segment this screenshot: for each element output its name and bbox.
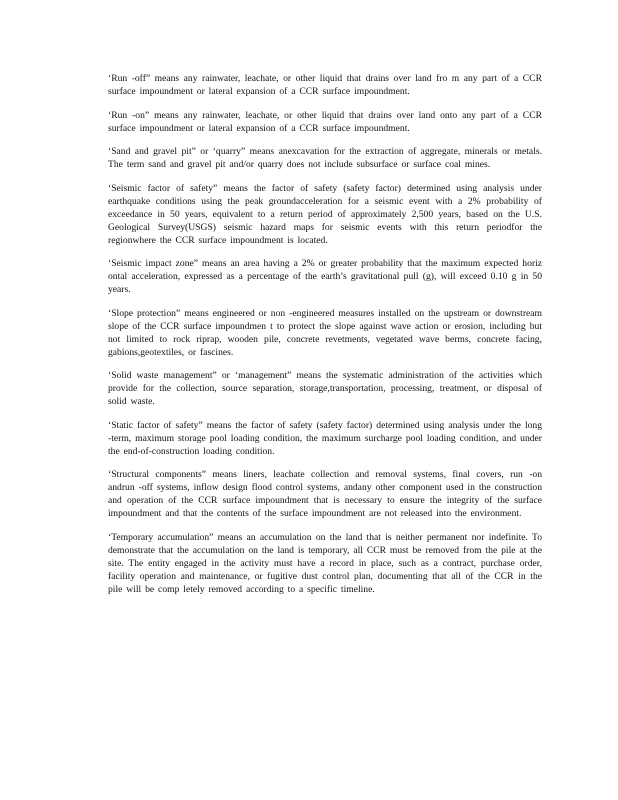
definition-structural-components: ‘Structural components” means liners, leachate collection and removal systems, final covers, run -on andrun -off systems, inflow design flood control systems, andany other component used in the construction and operation of the CCR surface impoundment that is necessary to ensure the integrity of the surface impoundment and that the contents of the surface impoundment are not released into the environment. (108, 469, 542, 519)
definition-seismic-factor-of-safety: ‘Seismic factor of safety” means the factor of safety (safety factor) determined using analysis under earthquake conditions using the peak groundacceleration for a seismic event with a 2% probability of exceedance in 50 years, equivalent to a return period of approximately 2,500 years, based on the U.S. Geological Survey(USGS) seismic hazard maps for seismic events with this return periodfor the regionwhere the CCR surface impoundment is located. (108, 182, 542, 246)
definition-sand-gravel-pit: ‘Sand and gravel pit” or ‘quarry” means anexcavation for the extraction of aggregate, minerals or metals. The term sand and gravel pit and/or quarry does not include subsurface or surface coal mines. (108, 146, 542, 170)
definition-slope-protection: ‘Slope protection” means engineered or non -engineered measures installed on the upstream or downstream slope of the CCR surface impoundmen t to protect the slope against wave action or erosion, including but not limited to rock riprap, wooden pile, concrete revetments, vegetated wave berms, concrete facing, gabions,geotextiles, or fascines. (108, 307, 542, 358)
definition-solid-waste-management: ‘Solid waste management” or ‘management” means the systematic administration of the activities which provide for the collection, source separation, storage,transportation, processing, treatment, or disposal of solid waste. (108, 370, 542, 407)
definition-seismic-impact-zone: ‘Seismic impact zone” means an area having a 2% or greater probability that the maximum expected horiz ontal acceleration, expressed as a percentage of the earth’s gravitational pull (g), will exceed 0.10 g in 50 years. (108, 258, 542, 295)
definition-run-off: ‘Run -off” means any rainwater, leachate, or other liquid that drains over land fro m any part of a CCR surface impoundment or lateral expansion of a CCR surface impoundment. (108, 73, 542, 97)
definition-static-factor-of-safety: ‘Static factor of safety” means the factor of safety (safety factor) determined using analysis under the long -term, maximum storage pool loading condition, the maximum surcharge pool loading condition, and under the end-of-construction loading condition. (108, 419, 542, 457)
definition-temporary-accumulation: ‘Temporary accumulation” means an accumulation on the land that is neither permanent nor indefinite. To demonstrate that the accumulation on the land is temporary, all CCR must be removed from the pile at the site. The entity engaged in the activity must have a record in place, such as a contract, purchase order, facility operation and maintenance, or fugitive dust control plan, documenting that all of the CCR in the pile will be comp letely removed according to a specific timeline. (108, 531, 542, 595)
definition-run-on: ‘Run -on” means any rainwater, leachate, or other liquid that drains over land onto any part of a CCR surface impoundment or lateral expansion of a CCR surface impoundment. (108, 109, 542, 134)
document-page (108, 72, 542, 606)
